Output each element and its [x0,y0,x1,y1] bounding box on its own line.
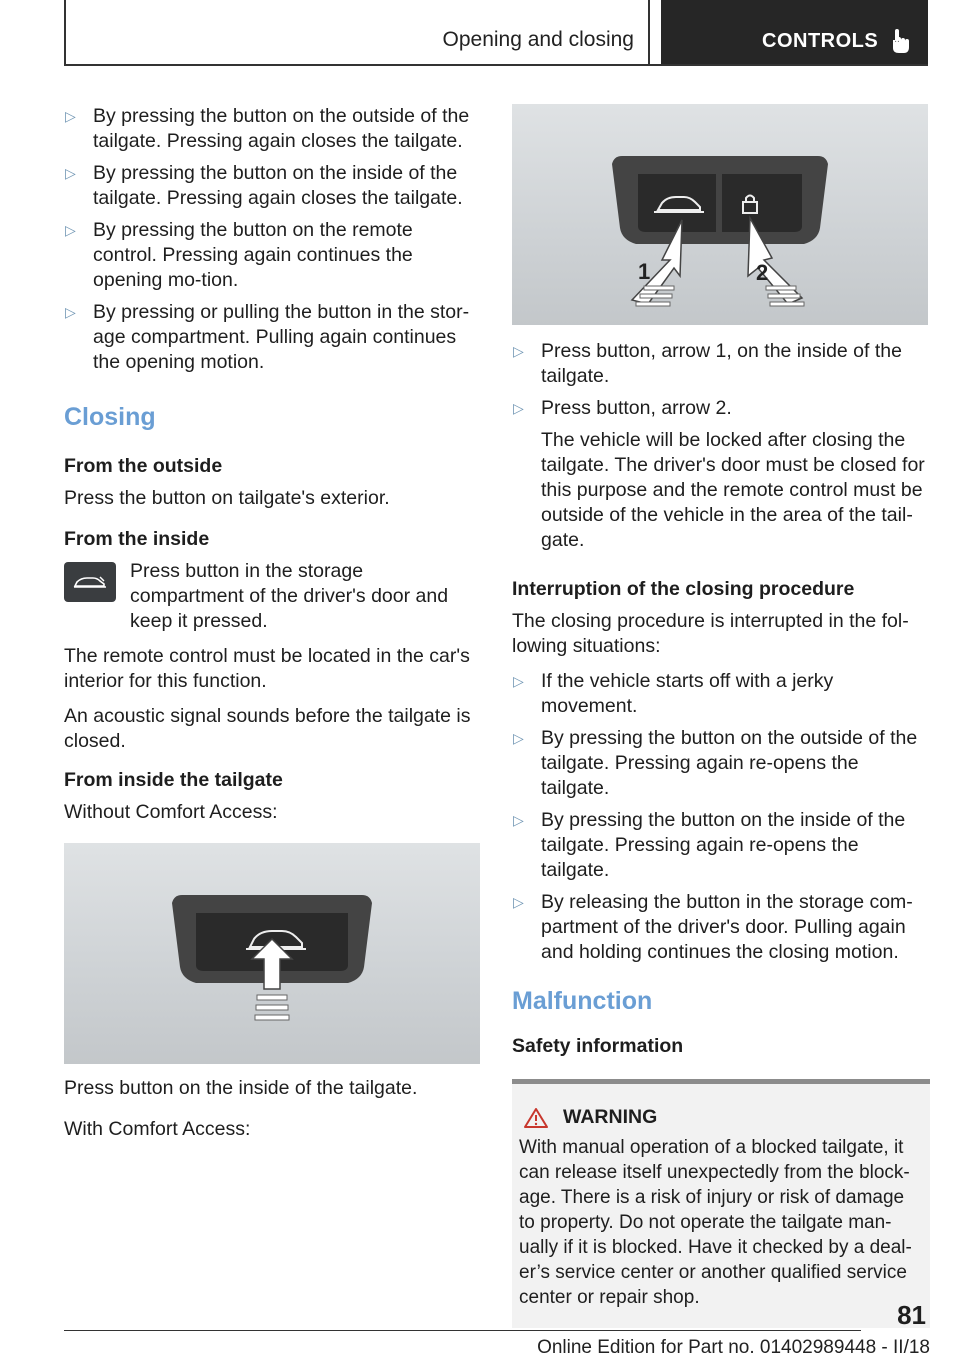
inside-icon-text: Press button in the storage compartment of the driver's door and keep it pressed. [130,560,449,632]
list-item: ▷ By pressing the button on the outside of the tailgate. Pressing again re-opens the tailgate. [512,726,930,801]
right-column [512,104,930,1328]
single-button-figure [64,843,480,1064]
list-item: ▷ Press button, arrow 1, on the inside of the tailgate. [512,339,930,389]
section-title: Opening and closing [442,28,634,51]
footer-divider [64,1330,861,1331]
list-item: ▷ By pressing the button on the inside of the tailgate. Pressing again re-opens the tailgate. [512,808,930,883]
acoustic-text: An acoustic signal sounds before the tailgate is closed. [64,705,471,752]
page-number: 81 [897,1300,926,1330]
section-tab [64,0,650,64]
interruption-bullets [512,669,930,965]
left-column [64,104,482,1152]
list-item: ▷ By pressing the button on the inside of the tailgate. Pressing again closes the tailgate. [64,161,482,211]
warning-text: With manual operation of a blocked tailgate, it can release itself unexpectedly from the block-age. There is a risk of injury or risk of damage to property. Do not operate the tailgate man-ually if it is blocked. Have it checked by a deal-er’s service center or another qualified service center or repair shop. [519,1137,912,1308]
interruption-heading: Interruption of the closing procedure [512,578,855,600]
two-button-figure [512,104,928,325]
without-comfort-text: Without Comfort Access: [64,801,278,823]
chapter-tab [661,0,928,64]
list-item: ▷ By pressing the button on the outside of the tailgate. Pressing again closes the tailgate. [64,104,482,154]
warning-header [519,1106,920,1129]
arrow-label-1: 1 [638,259,651,284]
interruption-text: The closing procedure is interrupted in the fol-lowing situations: [512,610,909,657]
list-item: ▷ By pressing the button on the remote control. Pressing again continues the opening mo-tion. [64,218,482,293]
tailgate-button-icon [64,562,116,602]
safety-heading: Safety information [512,1035,684,1057]
list-item: ▷ If the vehicle starts off with a jerky movement. [512,669,930,719]
list-item: ▷ By releasing the button in the storage com-partment of the driver's door. Pulling again and holding continues the closing motion. [512,890,930,965]
warning-box [512,1079,930,1328]
figure-caption: Press button on the inside of the tailgate. [64,1077,418,1099]
page-header [64,0,928,66]
warning-title: WARNING [563,1106,658,1128]
remote-text: The remote control must be located in the car's interior for this function. [64,645,470,692]
closing-heading: Closing [64,403,156,431]
outside-heading: From the outside [64,455,223,477]
inside-heading: From the inside [64,528,210,550]
chapter-title: CONTROLS [762,30,879,52]
with-comfort-text: With Comfort Access: [64,1118,251,1140]
figure-bullets [512,339,930,553]
pointing-hand-icon [889,28,911,54]
list-item: ▷ By pressing or pulling the button in the stor-age compartment. Pulling again continues the opening motion. [64,300,482,375]
list-item-text: Press button, arrow 2. [541,397,732,419]
opening-bullets [64,104,482,375]
malfunction-heading: Malfunction [512,987,653,1015]
tailgate-heading: From inside the tailgate [64,769,283,791]
arrow-label-2: 2 [756,260,769,285]
comfort-buttons-illustration [512,104,928,325]
edition-text: Online Edition for Part no. 01402989448 - II/18 [537,1337,930,1358]
list-item-detail: The vehicle will be locked after closing the tailgate. The driver's door must be closed for this purpose and the remote control must be outside of the vehicle in the area of the tail-gate. [541,429,925,551]
inside-instruction [64,559,482,634]
warning-icon [523,1107,549,1129]
list-item [512,396,930,553]
outside-text: Press the button on tailgate's exterior. [64,487,390,509]
tailgate-button-illustration [64,843,480,1064]
